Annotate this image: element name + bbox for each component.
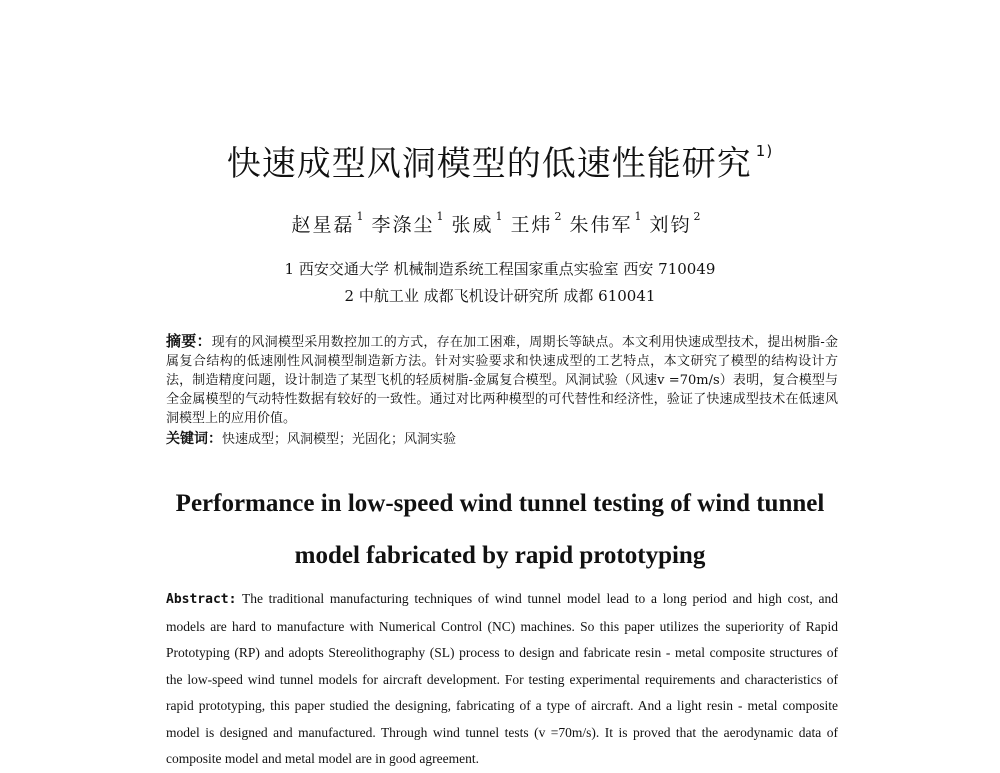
author-affiliation-mark: 2 [554,210,564,223]
author-affiliation-mark: 1 [495,210,505,223]
chinese-keywords [166,430,838,449]
chinese-keywords-label: 关键词： [166,431,222,447]
english-title-line-2: model fabricated by rapid prototyping [294,542,706,569]
english-abstract-label: Abstract: [166,592,237,607]
chinese-abstract-text: 现有的风洞模型采用数控加工的方式，存在加工困难，周期长等缺点。本文利用快速成型技术，提出树脂-金属复合结构的低速刚性风洞模型制造新方法。针对实验要求和快速成型的工艺特点，本文研究了模型的结构设计方法，制造精度问题，设计制造了某型飞机的轻质树脂-金属复合模型。风洞试验（风速v =70m/s）表明，复合模型与全金属模型的气动特性数据有较好的一致性。通过对比两种模型的可代替性和经济性，验证了快速成型技术在低速风洞模型上的应用价值。 [166,335,838,426]
chinese-abstract-label: 摘要： [166,332,212,350]
affiliation-1: 1 西安交通大学 机械制造系统工程国家重点实验室 西安 710049 [284,260,716,278]
author-list [0,210,1000,237]
affiliation-2: 2 中航工业 成都飞机设计研究所 成都 610041 [344,287,656,305]
chinese-title-text: 快速成型风洞模型的低速性能研究 [226,144,752,184]
author-name: 张威 [451,214,494,236]
english-title-line-1: Performance in low-speed wind tunnel testing of wind tunnel [175,490,825,517]
author-name: 赵星磊 [291,214,355,236]
chinese-title [0,136,1000,185]
english-abstract [166,586,838,773]
title-footnote-mark: 1) [755,142,774,160]
author-name: 李涤尘 [371,214,435,236]
chinese-keywords-text: 快速成型；风洞模型；光固化；风洞实验 [222,432,457,447]
author-affiliation-mark: 1 [356,210,366,223]
author-affiliation-mark: 1 [634,210,644,223]
english-abstract-text: The traditional manufacturing techniques of wind tunnel model lead to a long period and high cost, and models are hard to manufacture with Numerical Control (NC) machines. So this paper utilizes the superiority of Rapid Prototyping (RP) and adopts Stereolithography (SL) process to design and fabricate resin - metal composite structures of the low-speed wind tunnel models for aircraft development. For testing experimental requirements and characteristics of rapid prototyping, this paper studied the designing, fabricating of a type of aircraft. And a light resin - metal composite model is designed and manufactured. Through wind tunnel tests (v =70m/s). It is proved that the aerodynamic data of composite model and metal model are in good agreement. [166,591,838,766]
author-affiliation-mark: 2 [693,210,703,223]
author-affiliation-mark: 1 [436,210,446,223]
author-name: 王炜 [510,214,553,236]
author-name: 朱伟军 [569,214,633,236]
chinese-abstract [166,332,838,428]
author-name: 刘钧 [649,214,692,236]
